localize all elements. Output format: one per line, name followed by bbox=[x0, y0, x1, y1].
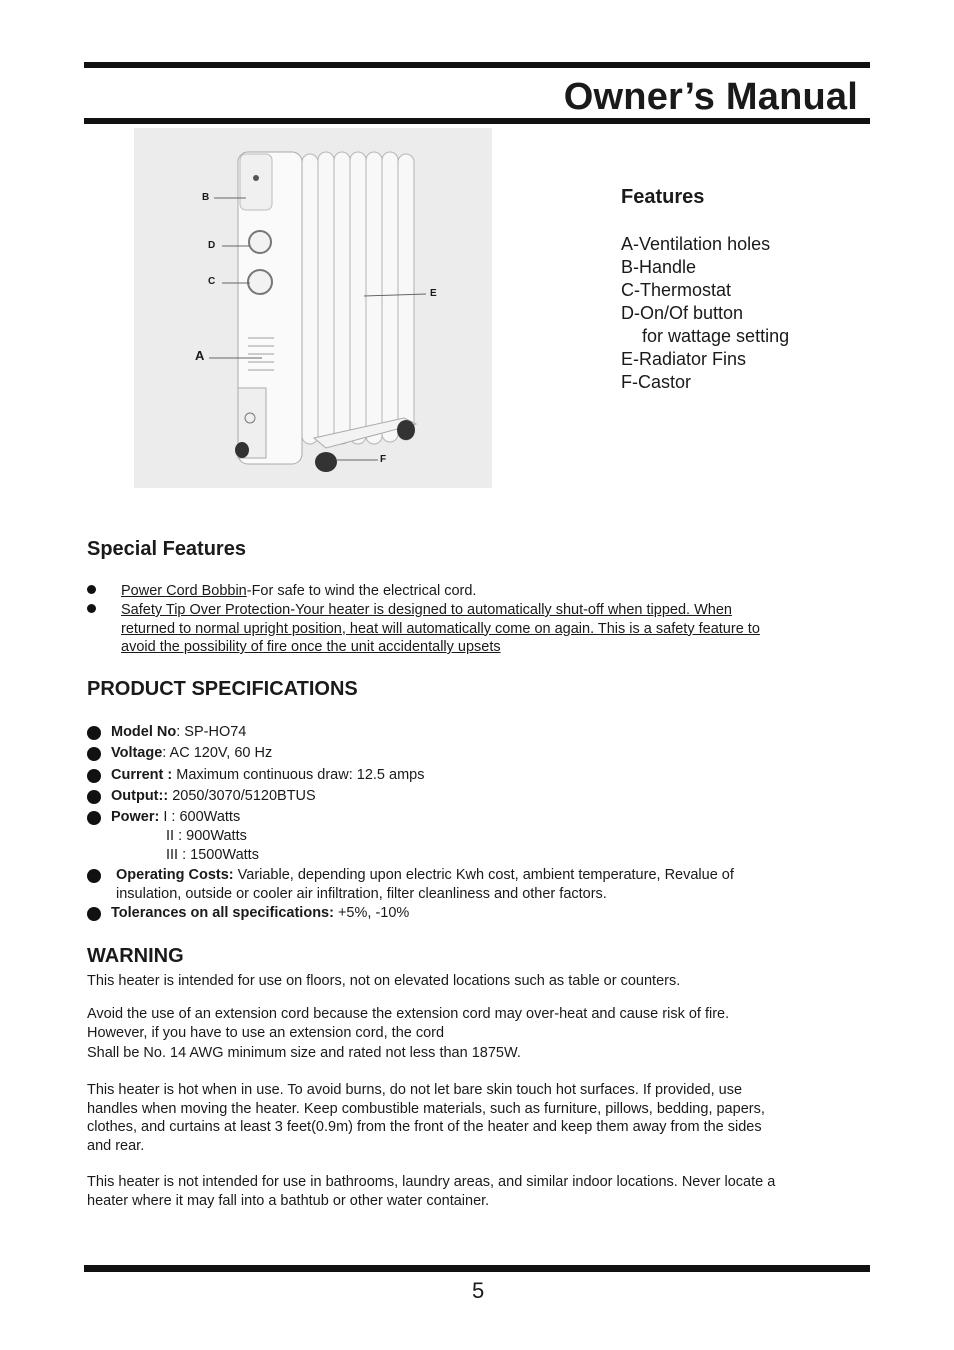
warning-heading: WARNING bbox=[87, 945, 184, 967]
power-cord-bobbin-text: Power Cord Bobbin bbox=[121, 583, 247, 599]
feature-item: E-Radiator Fins bbox=[621, 349, 747, 369]
tip-over-text-line: Safety Tip Over Protection-Your heater is designed to automatically shut-off when tipped. When bbox=[121, 602, 732, 618]
bottom-rule bbox=[84, 1265, 870, 1272]
warning-paragraph bbox=[87, 1173, 857, 1210]
feature-item: F-Castor bbox=[621, 372, 692, 392]
warning-line: This heater is not intended for use in bathrooms, laundry areas, and similar indoor locations. Never locate a bbox=[87, 1174, 776, 1190]
title-underline-rule bbox=[84, 118, 870, 124]
special-features-heading: Special Features bbox=[87, 538, 246, 560]
spec-power-level: III : 1500Watts bbox=[166, 847, 259, 863]
spec-label: Voltage bbox=[111, 745, 163, 761]
spec-label: Output:: bbox=[111, 788, 169, 804]
bullet-icon bbox=[87, 585, 96, 594]
warning-line: clothes, and curtains at least 3 feet(0.9m) from the front of the heater and keep them away from the sides bbox=[87, 1119, 762, 1135]
page-number: 5 bbox=[472, 1278, 485, 1303]
spec-label: Operating Costs: bbox=[116, 867, 234, 883]
spec-value: 2050/3070/5120BTUS bbox=[168, 788, 316, 804]
figure-label-e: E bbox=[430, 288, 437, 299]
spec-value: +5%, -10% bbox=[333, 905, 410, 921]
spec-label: Tolerances on all specifications: bbox=[111, 905, 334, 921]
page-title: Owner’s Manual bbox=[563, 76, 858, 118]
figure-label-d: D bbox=[208, 240, 216, 251]
spec-value-continuation: insulation, outside or cooler air infiltration, filter cleanliness and other factors. bbox=[116, 886, 607, 902]
top-rule bbox=[84, 62, 870, 68]
warning-paragraph: This heater is intended for use on floors, not on elevated locations such as table or counters. bbox=[87, 973, 681, 989]
spec-value: : SP-HO74 bbox=[176, 724, 247, 740]
heater-illustration bbox=[134, 128, 492, 488]
feature-item-continuation: for wattage setting bbox=[642, 326, 790, 346]
figure-label-b: B bbox=[202, 192, 210, 203]
figure-label-f: F bbox=[380, 454, 387, 465]
feature-item: D-On/Of button bbox=[621, 303, 744, 323]
heater-drawing bbox=[134, 128, 492, 488]
figure-label-a: A bbox=[195, 348, 205, 363]
feature-item: C-Thermostat bbox=[621, 280, 732, 300]
spec-value: Variable, depending upon electric Kwh cost, ambient temperature, Revalue of bbox=[233, 867, 734, 883]
spec-value: : AC 120V, 60 Hz bbox=[162, 745, 273, 761]
bullet-icon bbox=[87, 907, 101, 921]
spec-power-level: II : 900Watts bbox=[166, 828, 247, 844]
warning-paragraph bbox=[87, 1005, 857, 1062]
spec-label: Power: bbox=[111, 809, 160, 825]
warning-line: This heater is hot when in use. To avoid burns, do not let bare skin touch hot surfaces. If provided, use bbox=[87, 1082, 743, 1098]
bullet-icon bbox=[87, 811, 101, 825]
bullet-icon bbox=[87, 747, 101, 761]
bullet-icon bbox=[87, 604, 96, 613]
features-list bbox=[621, 186, 789, 394]
bullet-icon bbox=[87, 790, 101, 804]
tip-over-text-line: returned to normal upright position, heat will automatically come on again. This is a safety feature to bbox=[121, 620, 760, 637]
bullet-icon bbox=[87, 726, 101, 740]
power-cord-bobbin-description: -For safe to wind the electrical cord. bbox=[246, 583, 477, 599]
warning-line: However, if you have to use an extension cord, the cord bbox=[87, 1024, 445, 1041]
warning-line: Avoid the use of an extension cord because the extension cord may over-heat and cause risk of fire. bbox=[87, 1006, 730, 1022]
figure-label-c: C bbox=[208, 276, 216, 287]
warning-line: heater where it may fall into a bathtub or other water container. bbox=[87, 1192, 490, 1209]
bullet-icon bbox=[87, 769, 101, 783]
warning-line: handles when moving the heater. Keep combustible materials, such as furniture, pillows, bedding, papers, bbox=[87, 1100, 765, 1117]
spec-value: I : 600Watts bbox=[159, 809, 241, 825]
spec-label: Model No bbox=[111, 724, 177, 740]
spec-label: Current : bbox=[111, 767, 173, 783]
feature-item: A-Ventilation holes bbox=[621, 234, 771, 254]
warning-line: Shall be No. 14 AWG minimum size and rated not less than 1875W. bbox=[87, 1044, 521, 1061]
tip-over-text-line: avoid the possibility of fire once the unit accidentally upsets bbox=[121, 639, 501, 655]
specifications-heading: PRODUCT SPECIFICATIONS bbox=[87, 678, 358, 700]
warning-line: and rear. bbox=[87, 1137, 145, 1154]
bullet-icon bbox=[87, 869, 101, 883]
spec-value: Maximum continuous draw: 12.5 amps bbox=[172, 767, 425, 783]
feature-item: B-Handle bbox=[621, 257, 697, 277]
features-heading: Features bbox=[621, 186, 705, 208]
warning-paragraph bbox=[87, 1081, 857, 1155]
